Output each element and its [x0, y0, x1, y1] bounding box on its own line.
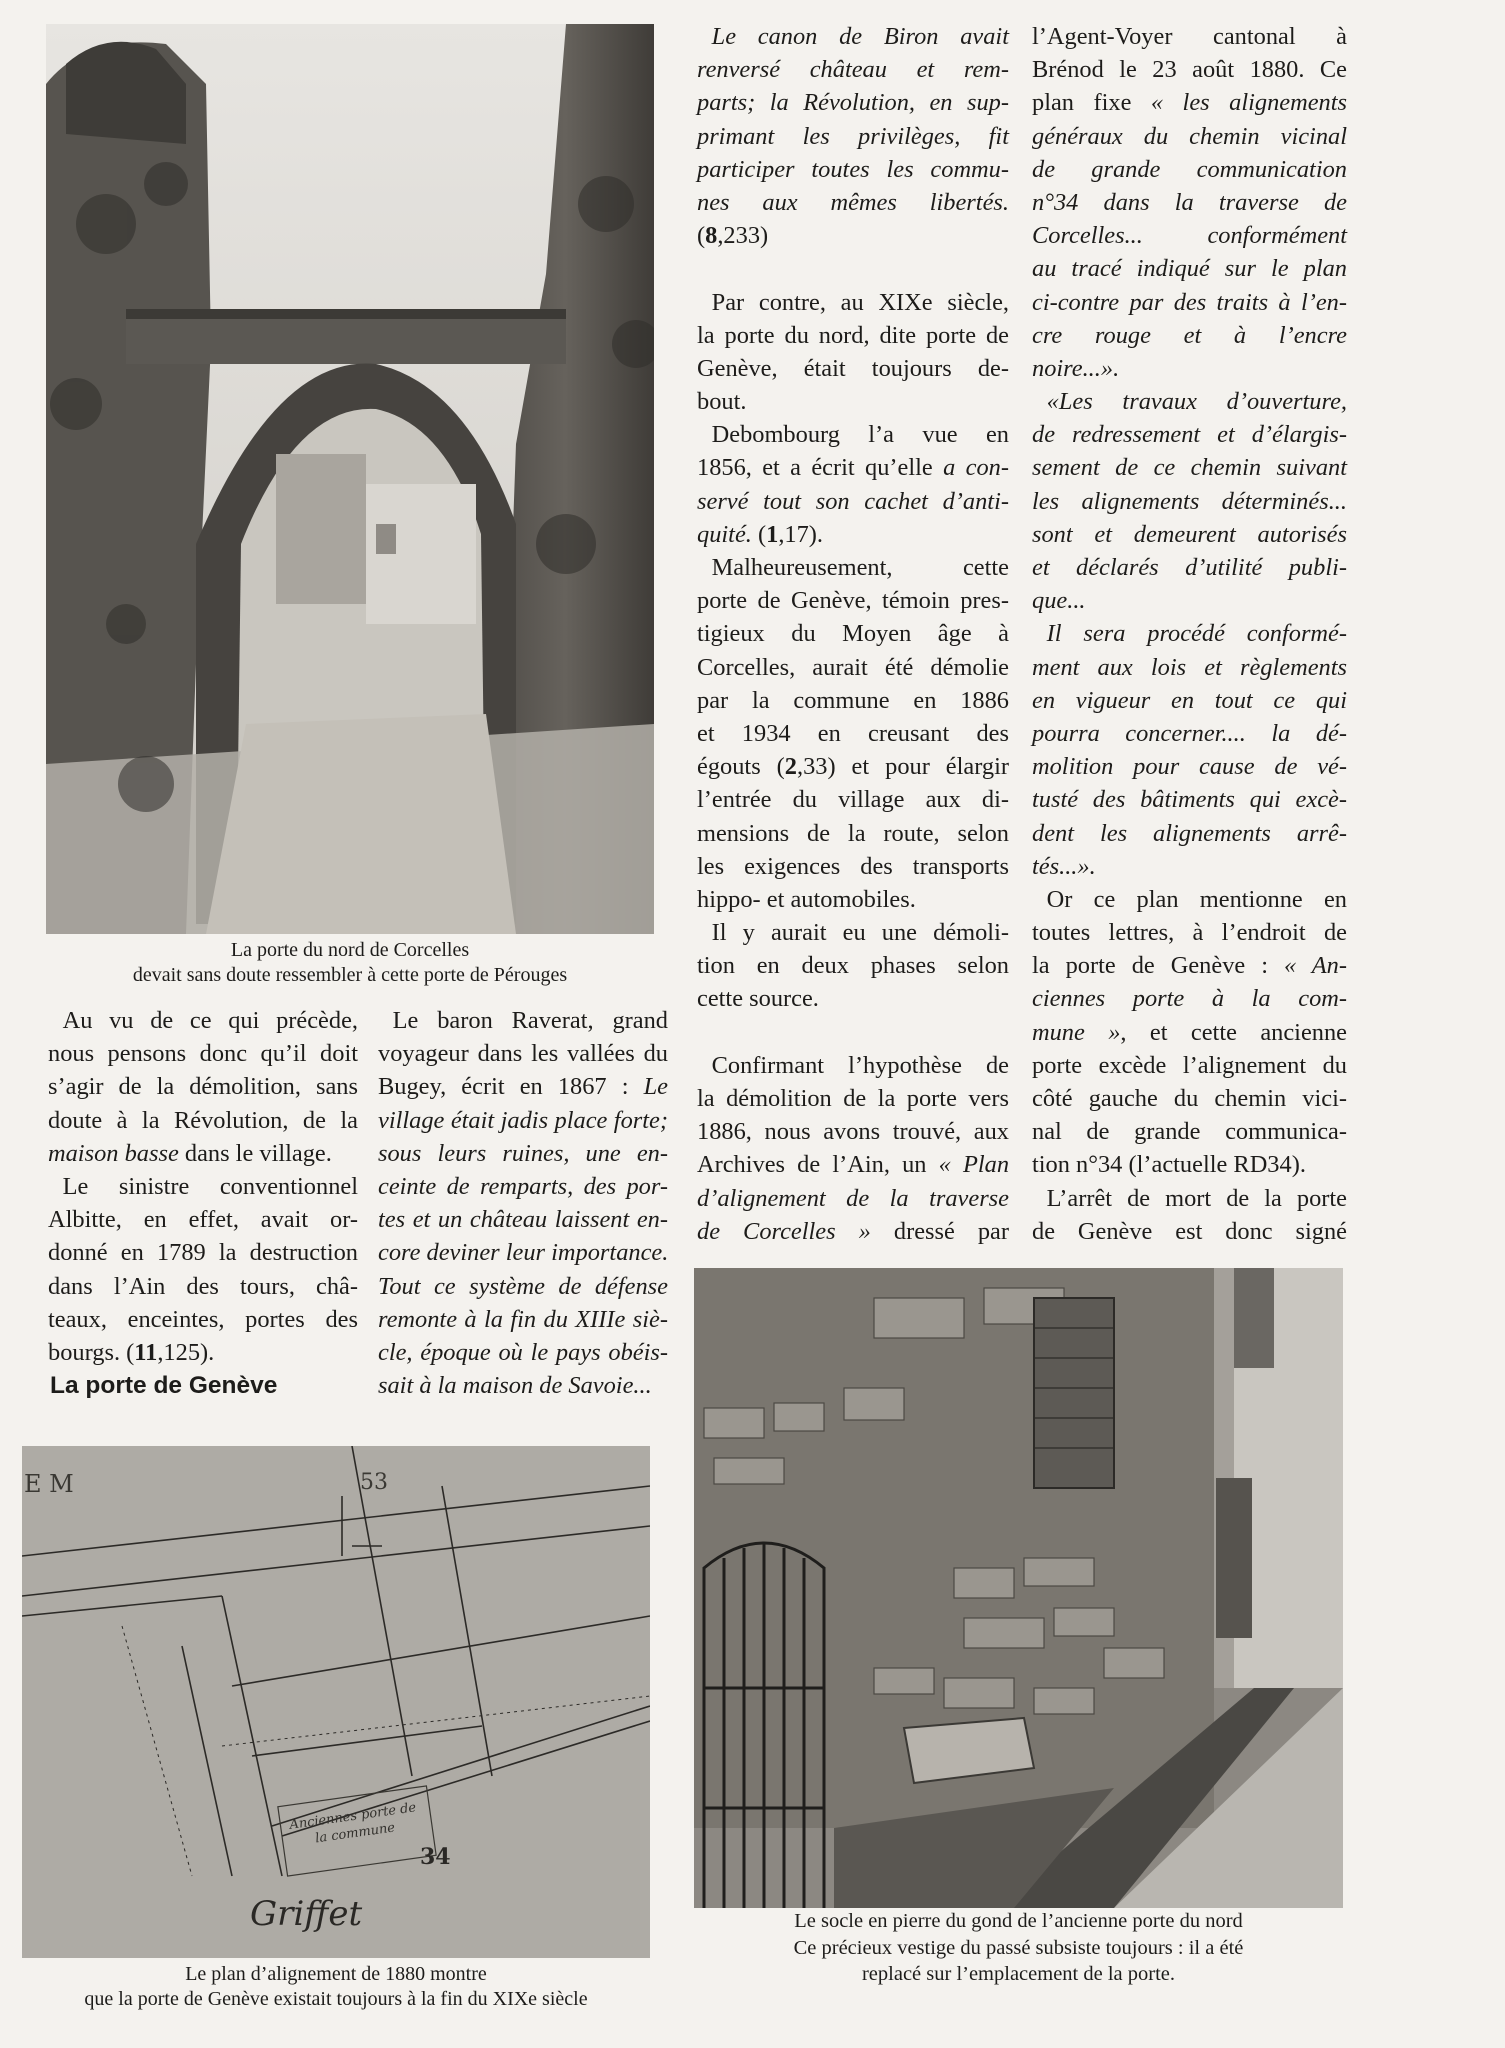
text-line: de redressement et d’élargis- — [1032, 421, 1347, 449]
text-line: primant les privilèges, fit — [697, 122, 1009, 150]
text-line: Il y aurait eu une démoli- — [711, 919, 1009, 947]
text-line: remonte à la fin du XIIIe siè- — [378, 1305, 668, 1333]
caption-line: Le plan d’alignement de 1880 montre — [185, 1963, 487, 1985]
text-line: l’Agent-Voyer cantonal à — [1032, 23, 1347, 50]
text-line: molition pour cause de vé- — [1032, 753, 1347, 781]
text-line: porte de Genève, témoin pres- — [697, 587, 1009, 615]
text-line: Malheureusement, cette — [711, 554, 1009, 581]
text-line: servé tout son cachet d’anti- — [697, 487, 1009, 515]
text-line: la porte de Genève : « An- — [1032, 952, 1347, 980]
alignment-plan-caption — [22, 1962, 650, 2012]
text-line: tion en deux phases selon — [697, 952, 1009, 980]
italic-phrase: de Corcelles » — [697, 1217, 871, 1245]
text-line: de Corcelles » dressé par — [697, 1217, 1009, 1245]
text-line: Confirmant l’hypothèse de — [711, 1051, 1009, 1079]
text-line: la démolition de la porte vers — [697, 1085, 1009, 1112]
map-signature-griffet: Griffet — [250, 1894, 363, 1934]
text-line: Archives de l’Ain, un « Plan — [697, 1151, 1010, 1179]
text-line: voyageur dans les vallées du — [378, 1040, 668, 1068]
text-line: au tracé indiqué sur le plan — [1032, 255, 1347, 283]
italic-phrase: « Plan — [938, 1151, 1010, 1179]
text-line: Bugey, écrit en 1867 : Le — [378, 1073, 668, 1101]
text-line: «Les travaux d’ouverture, — [1046, 388, 1347, 416]
text-line: les exigences des transports — [697, 852, 1009, 880]
text-line: Debombourg l’a vue en — [711, 421, 1009, 449]
text-line: de Genève est donc signé — [1032, 1217, 1347, 1245]
italic-phrase: « les alignements — [1150, 89, 1347, 117]
text-line: égouts (2,33) et pour élargir — [697, 753, 1010, 781]
text-line: maison basse dans le village. — [48, 1139, 332, 1167]
text-column-3 — [697, 20, 1009, 1248]
text-line: généraux du chemin vicinal — [1032, 122, 1347, 150]
text-line: participer toutes les commu- — [697, 155, 1009, 183]
map-label-34: 34 — [420, 1844, 451, 1870]
text-line: nes aux mêmes libertés. — [697, 188, 1009, 216]
text-line: donné en 1789 la destruction — [48, 1239, 358, 1267]
text-line: cette source. — [697, 985, 819, 1013]
text-line: hippo- et automobiles. — [697, 885, 916, 913]
text-line: ment aux lois et règlements — [1032, 653, 1347, 681]
text-line: noire...». — [1032, 354, 1120, 382]
text-line: ci-contre par des traits à l’en- — [1032, 288, 1347, 316]
text-line: par la commune en 1886 — [697, 686, 1009, 714]
perouges-gate-photo — [46, 24, 654, 934]
text-line: Au vu de ce qui précède, — [62, 1007, 358, 1034]
text-line: Il sera procédé conformé- — [1046, 620, 1347, 648]
text-line: 1856, et a écrit qu’elle a con- — [697, 454, 1009, 482]
text-line: dans l’Ain des tours, châ- — [48, 1272, 358, 1300]
text-line: plan fixe « les alignements — [1032, 89, 1347, 117]
text-line: en vigueur en tout ce qui — [1032, 686, 1347, 714]
text-line: 1886, nous avons trouvé, aux — [697, 1118, 1009, 1146]
caption-line: La porte du nord de Corcelles — [230, 939, 470, 961]
text-line: d’alignement de la traverse — [697, 1184, 1009, 1212]
text-line: cle, époque où le pays obéis- — [378, 1338, 668, 1366]
text-line: Tout ce système de défense — [378, 1272, 668, 1300]
italic-phrase: Le — [643, 1073, 668, 1101]
text-column-2 — [378, 1004, 668, 1402]
text-line: tigieux du Moyen âge à — [697, 620, 1009, 648]
text-line: (8,233) — [697, 222, 769, 250]
text-line: tés...». — [1032, 852, 1096, 880]
text-line: tion n°34 (l’actuelle RD34). — [1032, 1151, 1306, 1179]
text-line: Genève, était toujours de- — [697, 354, 1009, 382]
map-label-53: 53 — [360, 1470, 388, 1495]
text-line: la porte du nord, dite porte de — [697, 321, 1009, 349]
text-line: sement de ce chemin suivant — [1032, 454, 1347, 482]
text-line: bout. — [697, 388, 747, 416]
text-line: n°34 dans la traverse de — [1032, 188, 1347, 216]
text-line: L’arrêt de mort de la porte — [1046, 1184, 1347, 1212]
text-column-4 — [1032, 20, 1347, 1248]
text-line: Par contre, au XIXe siècle, — [711, 288, 1009, 316]
map-label-ancienne-porte: Anciennes porte de la commune — [288, 1800, 418, 1847]
text-line: Or ce plan mentionne en — [1046, 885, 1347, 913]
text-line: ceinte de remparts, des por- — [378, 1172, 668, 1200]
text-line: de grande communication — [1032, 155, 1347, 183]
text-line: que... — [1032, 587, 1086, 615]
stone-socle-caption — [694, 1908, 1343, 1988]
text-line: pourra concerner.... la dé- — [1032, 719, 1347, 747]
caption-line: Le socle en pierre du gond de l’ancienne porte du nord — [794, 1910, 1243, 1932]
text-line: s’agir de la démolition, sans — [48, 1073, 358, 1101]
text-line: quité. (1,17). — [697, 520, 824, 548]
text-line: sont et demeurent autorisés — [1032, 520, 1347, 548]
caption-line: replacé sur l’emplacement de la porte. — [861, 1963, 1176, 1985]
text-line: sous leurs ruines, une en- — [378, 1139, 668, 1167]
text-line: dent les alignements arrê- — [1032, 819, 1347, 847]
text-line: mune », et cette ancienne — [1032, 1018, 1347, 1046]
text-line: doute à la Révolution, de la — [48, 1106, 358, 1134]
alignment-plan-photo — [22, 1446, 650, 1958]
text-line: parts; la Révolution, en sup- — [697, 89, 1009, 117]
text-line: les alignements déterminés... — [1032, 487, 1347, 515]
text-line: mensions de la route, selon — [697, 819, 1009, 847]
text-line: teaux, enceintes, portes des — [48, 1305, 358, 1333]
caption-line: devait sans doute ressembler à cette porte de Pérouges — [132, 964, 568, 986]
stone-socle-photo — [694, 1268, 1343, 1908]
text-line: Le sinistre conventionnel — [62, 1172, 358, 1200]
text-line: toutes lettres, à l’endroit de — [1032, 919, 1347, 947]
text-column-1 — [48, 1004, 358, 1369]
text-line: et 1934 en creusant des — [697, 719, 1009, 747]
text-line: côté gauche du chemin vici- — [1032, 1085, 1347, 1112]
text-line: porte excède l’alignement du — [1032, 1051, 1347, 1079]
text-line: bourgs. (11,125). — [48, 1338, 215, 1366]
map-label-em: E M — [24, 1470, 74, 1498]
text-line: core deviner leur importance. — [378, 1239, 669, 1267]
italic-phrase: quité. — [697, 520, 752, 548]
text-line: Albitte, en effet, avait or- — [48, 1206, 358, 1234]
section-heading: La porte de Genève — [50, 1372, 278, 1399]
italic-phrase: a con- — [943, 454, 1009, 482]
text-line: Corcelles... conformément — [1032, 222, 1347, 250]
caption-line: que la porte de Genève existait toujours à la fin du XIXe siècle — [84, 1988, 588, 2010]
text-line: ciennes porte à la com- — [1032, 985, 1347, 1013]
text-line: nous pensons donc qu’il doit — [48, 1040, 358, 1068]
italic-phrase: maison basse — [48, 1139, 179, 1167]
text-line: cre rouge et à l’encre — [1032, 321, 1347, 349]
text-line: Le baron Raverat, grand — [392, 1007, 668, 1034]
italic-phrase: « An- — [1284, 952, 1347, 980]
caption-line: Ce précieux vestige du passé subsiste toujours : il a été — [793, 1936, 1244, 1959]
text-line: Corcelles, aurait été démolie — [697, 653, 1009, 681]
text-line: tusté des bâtiments qui excè- — [1032, 786, 1347, 814]
text-line: l’entrée du village aux di- — [697, 786, 1009, 814]
text-line: tes et un château laissent en- — [378, 1206, 668, 1234]
perouges-photo-caption — [46, 938, 654, 988]
text-line: sait à la maison de Savoie... — [378, 1372, 652, 1400]
italic-phrase: mune » — [1032, 1018, 1121, 1046]
text-line: et déclarés d’utilité publi- — [1032, 554, 1347, 581]
text-line: village était jadis place forte; — [378, 1106, 668, 1134]
text-line: Brénod le 23 août 1880. Ce — [1032, 56, 1347, 84]
text-line: nal de grande communica- — [1032, 1118, 1347, 1146]
text-line: Le canon de Biron avait — [711, 23, 1009, 50]
text-line: renversé château et rem- — [697, 56, 1009, 84]
